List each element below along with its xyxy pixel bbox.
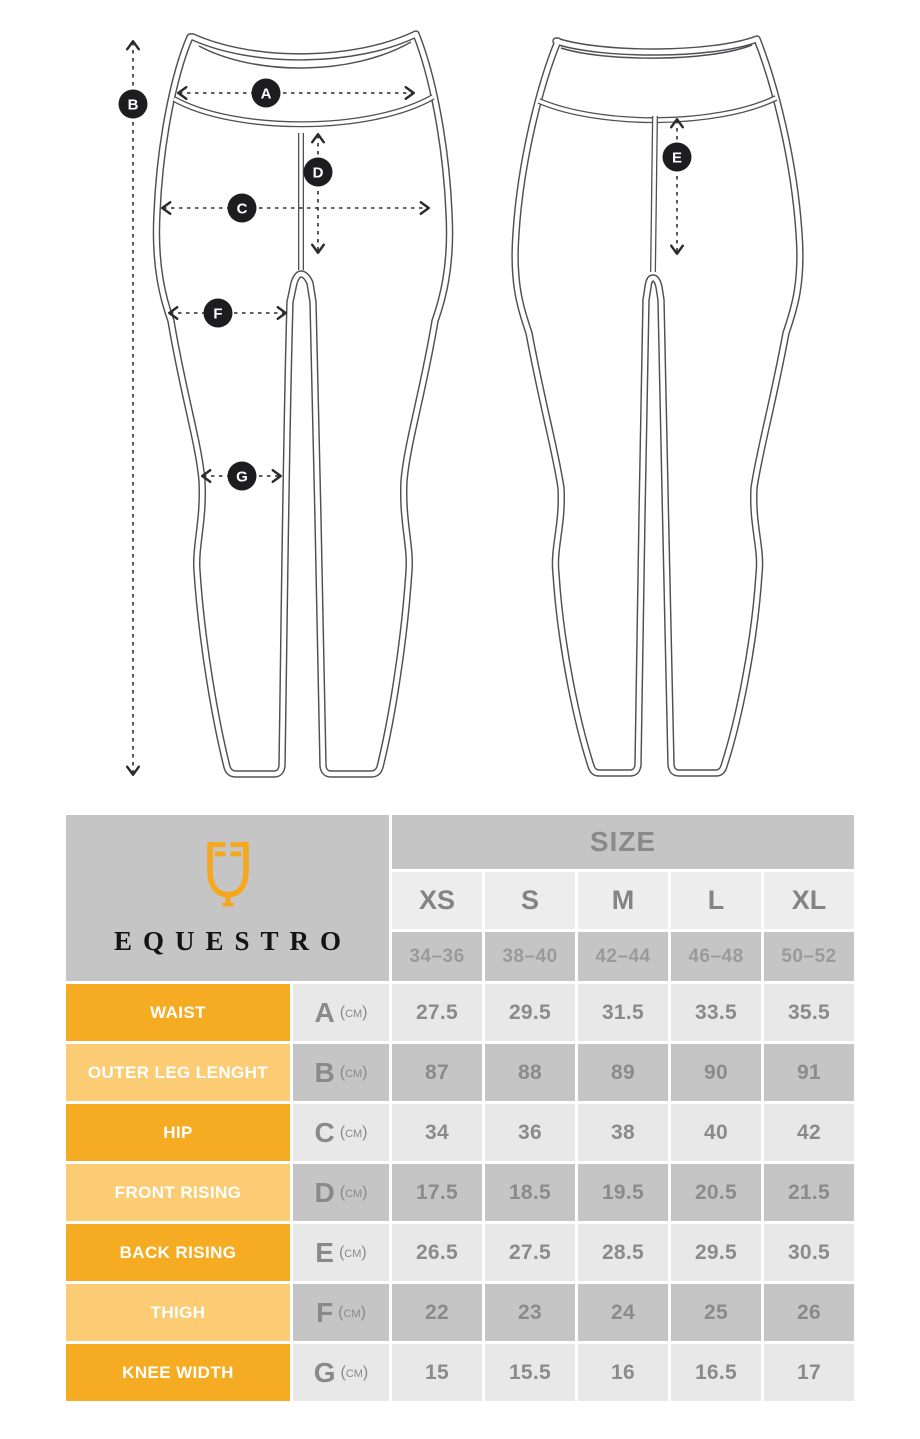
size-range-l: 46–48 <box>671 932 761 981</box>
value-C-M: 38 <box>578 1104 668 1161</box>
value-G-XL: 17 <box>764 1344 854 1401</box>
value-C-XL: 42 <box>764 1104 854 1161</box>
marker-letter-A: A <box>260 85 272 103</box>
front-leggings-drawing <box>156 34 449 774</box>
value-G-L: 16.5 <box>671 1344 761 1401</box>
value-D-XL: 21.5 <box>764 1164 854 1221</box>
size-range-xl: 50–52 <box>764 932 854 981</box>
marker-letter-G: G <box>236 468 248 486</box>
row-letter-waist <box>293 984 389 1041</box>
brand-cell <box>66 815 389 981</box>
back-leggings-drawing <box>515 39 800 773</box>
size-col-s: S <box>485 872 575 929</box>
value-A-XL: 35.5 <box>764 984 854 1041</box>
value-D-XS: 17.5 <box>392 1164 482 1221</box>
measure-letter: A <box>314 996 335 1028</box>
size-col-m: M <box>578 872 668 929</box>
value-A-XS: 27.5 <box>392 984 482 1041</box>
row-label-hip: HIP <box>66 1104 290 1161</box>
measure-unit: (cm) <box>338 1243 367 1261</box>
value-E-XS: 26.5 <box>392 1224 482 1281</box>
size-range-xs: 34–36 <box>392 932 482 981</box>
value-D-L: 20.5 <box>671 1164 761 1221</box>
value-E-L: 29.5 <box>671 1224 761 1281</box>
value-A-S: 29.5 <box>485 984 575 1041</box>
marker-letter-D: D <box>312 164 324 182</box>
row-letter-knee-width <box>293 1344 389 1401</box>
measure-letter: C <box>314 1116 335 1148</box>
value-B-L: 90 <box>671 1044 761 1101</box>
row-label-outer-leg-lenght: OUTER LEG LENGHT <box>66 1044 290 1101</box>
value-C-S: 36 <box>485 1104 575 1161</box>
value-G-XS: 15 <box>392 1344 482 1401</box>
marker-letter-E: E <box>671 149 683 167</box>
value-B-S: 88 <box>485 1044 575 1101</box>
value-B-XS: 87 <box>392 1044 482 1101</box>
value-F-L: 25 <box>671 1284 761 1341</box>
marker-letter-B: B <box>127 96 139 114</box>
row-label-front-rising: FRONT RISING <box>66 1164 290 1221</box>
row-letter-outer-leg-lenght <box>293 1044 389 1101</box>
size-table <box>66 815 854 1401</box>
measure-unit: (cm) <box>339 1003 368 1021</box>
measure-unit: (cm) <box>340 1363 369 1381</box>
size-header: SIZE <box>392 815 854 869</box>
value-G-M: 16 <box>578 1344 668 1401</box>
row-label-back-rising: BACK RISING <box>66 1224 290 1281</box>
measure-unit: (cm) <box>339 1183 368 1201</box>
value-E-S: 27.5 <box>485 1224 575 1281</box>
row-letter-front-rising <box>293 1164 389 1221</box>
size-col-l: L <box>671 872 761 929</box>
value-E-M: 28.5 <box>578 1224 668 1281</box>
measure-unit: (cm) <box>339 1063 368 1081</box>
marker-letter-C: C <box>236 200 248 218</box>
value-E-XL: 30.5 <box>764 1224 854 1281</box>
measure-letter: F <box>316 1296 334 1328</box>
size-range-m: 42–44 <box>578 932 668 981</box>
row-letter-hip <box>293 1104 389 1161</box>
measure-letter: D <box>314 1176 335 1208</box>
value-D-M: 19.5 <box>578 1164 668 1221</box>
row-letter-thigh <box>293 1284 389 1341</box>
value-F-XL: 26 <box>764 1284 854 1341</box>
row-letter-back-rising <box>293 1224 389 1281</box>
row-label-knee-width: KNEE WIDTH <box>66 1344 290 1401</box>
measure-unit: (cm) <box>339 1123 368 1141</box>
value-C-XS: 34 <box>392 1104 482 1161</box>
value-C-L: 40 <box>671 1104 761 1161</box>
value-B-M: 89 <box>578 1044 668 1101</box>
value-F-XS: 22 <box>392 1284 482 1341</box>
row-label-waist: WAIST <box>66 984 290 1041</box>
value-B-XL: 91 <box>764 1044 854 1101</box>
brand-name: EQUESTRO <box>113 926 353 956</box>
equestro-stirrup-icon <box>197 839 259 917</box>
measure-letter: E <box>315 1236 334 1268</box>
measure-letter: B <box>314 1056 335 1088</box>
value-F-M: 24 <box>578 1284 668 1341</box>
value-A-L: 33.5 <box>671 984 761 1041</box>
size-range-s: 38–40 <box>485 932 575 981</box>
marker-letter-F: F <box>213 305 223 323</box>
value-A-M: 31.5 <box>578 984 668 1041</box>
row-label-thigh: THIGH <box>66 1284 290 1341</box>
value-G-S: 15.5 <box>485 1344 575 1401</box>
value-F-S: 23 <box>485 1284 575 1341</box>
measure-letter: G <box>313 1356 336 1388</box>
size-col-xl: XL <box>764 872 854 929</box>
measure-unit: (cm) <box>338 1303 366 1321</box>
value-D-S: 18.5 <box>485 1164 575 1221</box>
size-col-xs: XS <box>392 872 482 929</box>
marker-B <box>119 42 148 774</box>
